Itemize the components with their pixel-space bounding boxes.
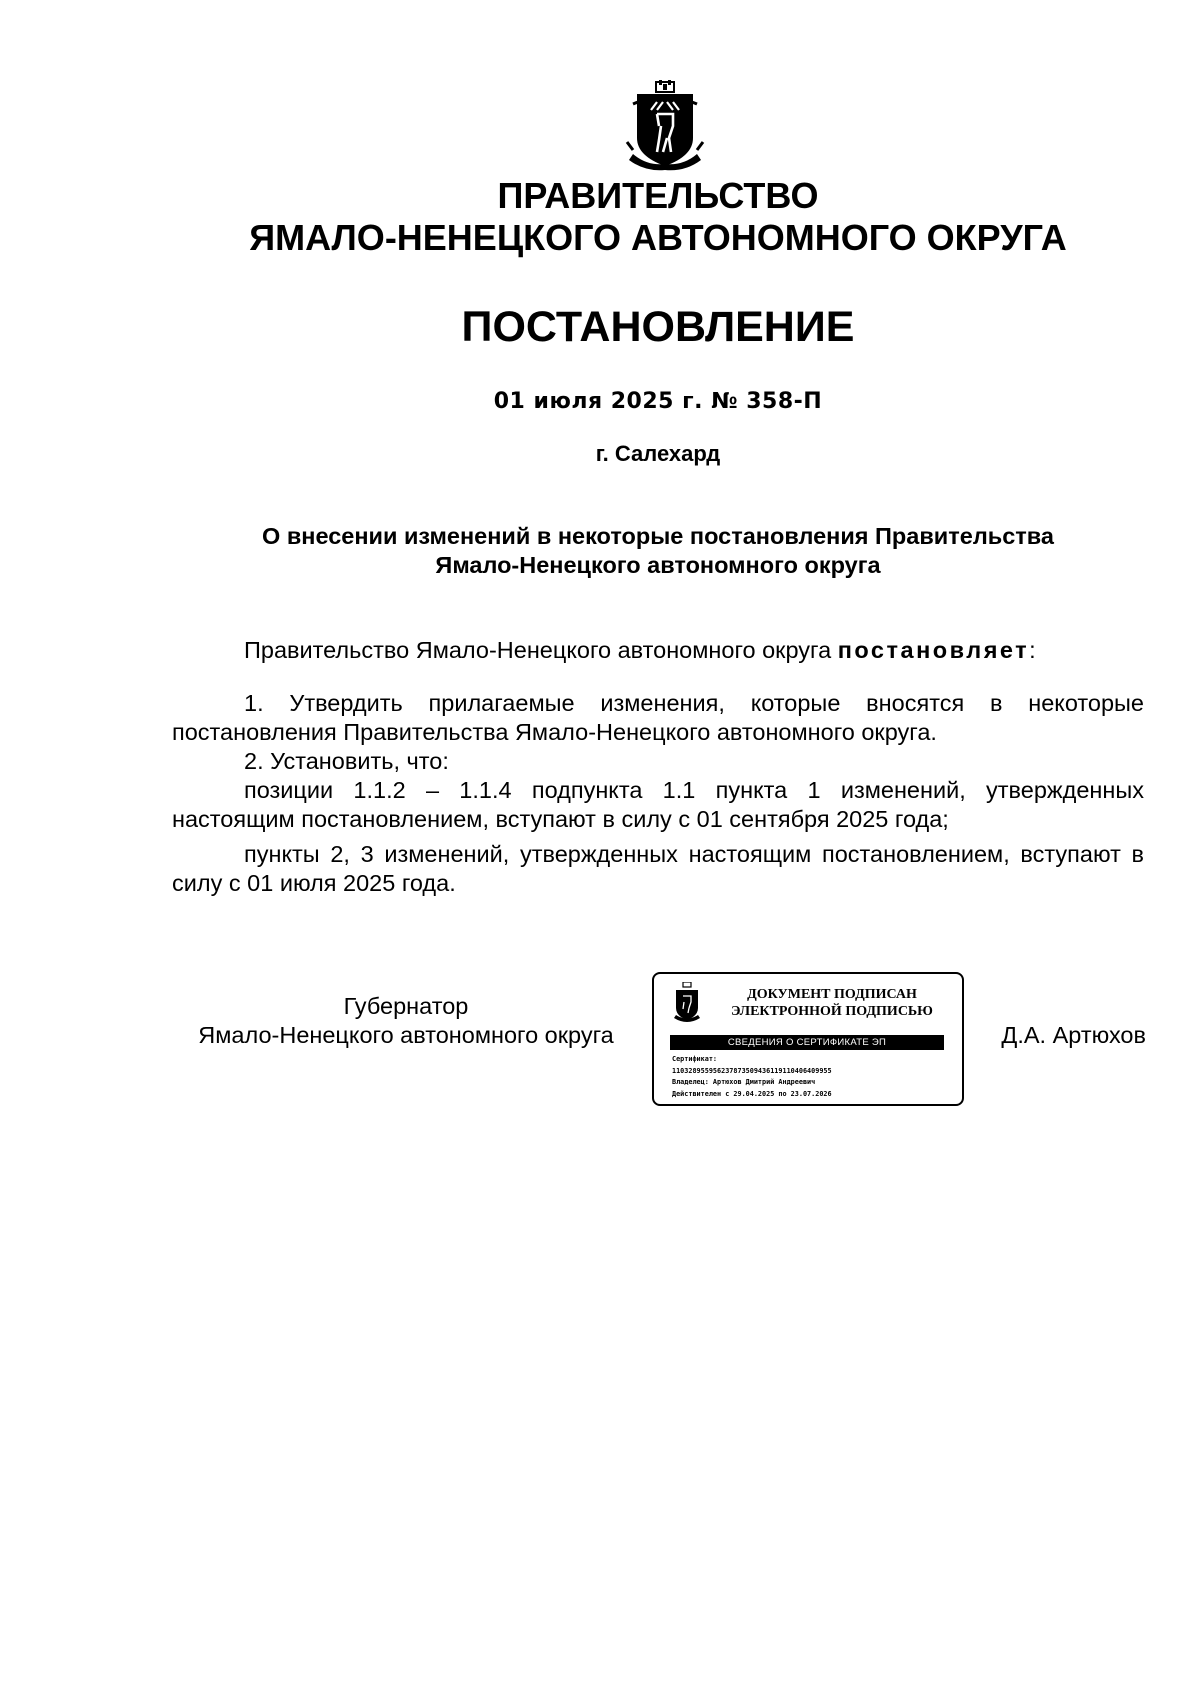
document-body [172, 636, 1144, 898]
preamble-text: Правительство Ямало-Ненецкого автономного округа [244, 637, 838, 663]
item-2-sub-2: пункты 2, 3 изменений, утвержденных настоящим постановлением, вступают в силу с 01 июля 2025 года. [172, 841, 1144, 896]
item-1: 1. Утвердить прилагаемые изменения, которые вносятся в некоторые постановления Правительства Ямало-Ненецкого автономного округа. [172, 690, 1144, 745]
coat-of-arms-icon [672, 982, 702, 1026]
document-type: ПОСТАНОВЛЕНИЕ [461, 303, 855, 351]
signatory-position [172, 992, 640, 1050]
certificate-label: Сертификат: [672, 1055, 718, 1063]
government-title-line2: ЯМАЛО-НЕНЕЦКОГО АВТОНОМНОГО ОКРУГА [249, 217, 1067, 258]
document-subject [200, 522, 1116, 580]
certificate-owner: Владелец: Артюхов Дмитрий Андреевич [672, 1078, 816, 1086]
stamp-title [714, 986, 950, 1020]
certificate-number: 110328955956237873509436119110406409955 [672, 1066, 832, 1075]
preamble [172, 636, 1144, 665]
government-title [0, 175, 1200, 259]
coat-of-arms-icon [623, 80, 707, 176]
signatory-name: Д.А. Артюхов [1001, 1022, 1146, 1048]
stamp-title-line1: ДОКУМЕНТ ПОДПИСАН [747, 987, 917, 1002]
government-title-line1: ПРАВИТЕЛЬСТВО [497, 175, 819, 216]
subject-line1: О внесении изменений в некоторые постановления Правительства [262, 523, 1054, 549]
preamble-end: : [1029, 637, 1036, 663]
item-2: 2. Установить, что: [244, 748, 449, 774]
preamble-keyword: постановляет [837, 637, 1030, 663]
electronic-signature-stamp [652, 972, 964, 1106]
document-date-number: 01 июля 2025 г. № 358-П [493, 389, 823, 414]
subject-line2: Ямало-Ненецкого автономного округа [435, 552, 881, 578]
certificate-info-bar: СВЕДЕНИЯ О СЕРТИФИКАТЕ ЭП [670, 1035, 944, 1050]
stamp-title-line2: ЭЛЕКТРОННОЙ ПОДПИСЬЮ [731, 1004, 933, 1019]
document-city: г. Салехард [595, 441, 721, 466]
item-2-sub-1: позиции 1.1.2 – 1.1.4 подпункта 1.1 пункта 1 изменений, утвержденных настоящим постановлением, вступают в силу с 01 сентября 2025 года; [172, 777, 1144, 832]
signatory-position-line1: Губернатор [343, 993, 469, 1019]
certificate-validity: Действителен с 29.04.2025 по 23.07.2026 [672, 1089, 832, 1098]
certificate-details [672, 1054, 952, 1100]
signatory-position-line2: Ямало-Ненецкого автономного округа [198, 1022, 614, 1048]
